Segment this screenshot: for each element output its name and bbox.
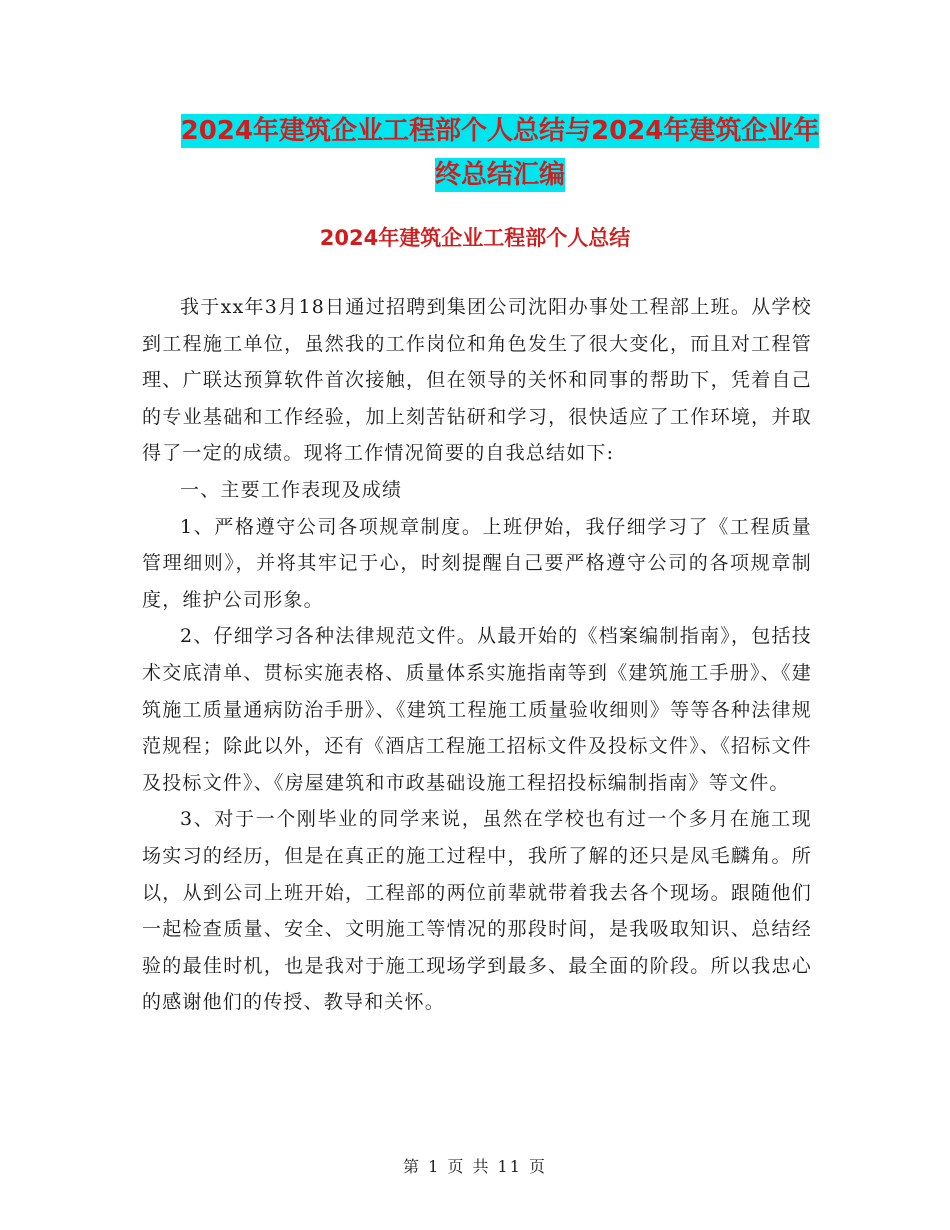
title-highlight-1: 2024年建筑企业工程部个人总结与2024年建筑企业年 [180, 116, 820, 146]
page-footer: 第 1 页 共 11 页 [403, 1157, 547, 1176]
paragraph-item-3: 3、对于一个刚毕业的同学来说，虽然在学校也有过一个多月在施工现场实习的经历，但是在真正的施工过程中，我所了解的还只是凤毛麟角。所以，从到公司上班开始，工程部的两位前辈就带着我去各个现场。跟随他们一起检查质量、安全、文明施工等情况的那段时间，是我吸取知识、总结经验的最佳时机，也是我对于施工现场学到最多、最全面的阶段。所以我忠心的感谢他们的传授、教导和关怀。 [142, 808, 812, 1014]
body-text [142, 289, 812, 1021]
title-highlight-2: 终总结汇编 [434, 160, 565, 190]
document-title-line-2 [140, 152, 860, 198]
paragraph-intro: 我于xx年3月18日通过招聘到集团公司沈阳办事处工程部上班。从学校到工程施工单位，虽然我的工作岗位和角色发生了很大变化，而且对工程管理、广联达预算软件首次接触，但在领导的关怀和同事的帮助下，凭着自己的专业基础和工作经验，加上刻苦钻研和学习，很快适应了工作环境，并取得了一定的成绩。现将工作情况简要的自我总结如下: [142, 296, 812, 465]
paragraph-item-1: 1、严格遵守公司各项规章制度。上班伊始，我仔细学习了《工程质量管理细则》，并将其牢记于心，时刻提醒自己要严格遵守公司的各项规章制度，维护公司形象。 [142, 515, 812, 611]
paragraph-heading-1: 一、主要工作表现及成绩 [180, 478, 403, 501]
document-title-line-1 [140, 108, 860, 154]
section-title: 2024年建筑企业工程部个人总结 [319, 226, 631, 250]
paragraph-item-2: 2、仔细学习各种法律规范文件。从最开始的《档案编制指南》，包括技术交底清单、贯标实施表格、质量体系实施指南等到《建筑施工手册》、《建筑施工质量通病防治手册》、《建筑工程施工质量验收细则》等等各种法律规范规程；除此以外，还有《酒店工程施工招标文件及投标文件》、《招标文件及投标文件》、《房屋建筑和市政基础设施工程招投标编制指南》等文件。 [142, 625, 812, 794]
